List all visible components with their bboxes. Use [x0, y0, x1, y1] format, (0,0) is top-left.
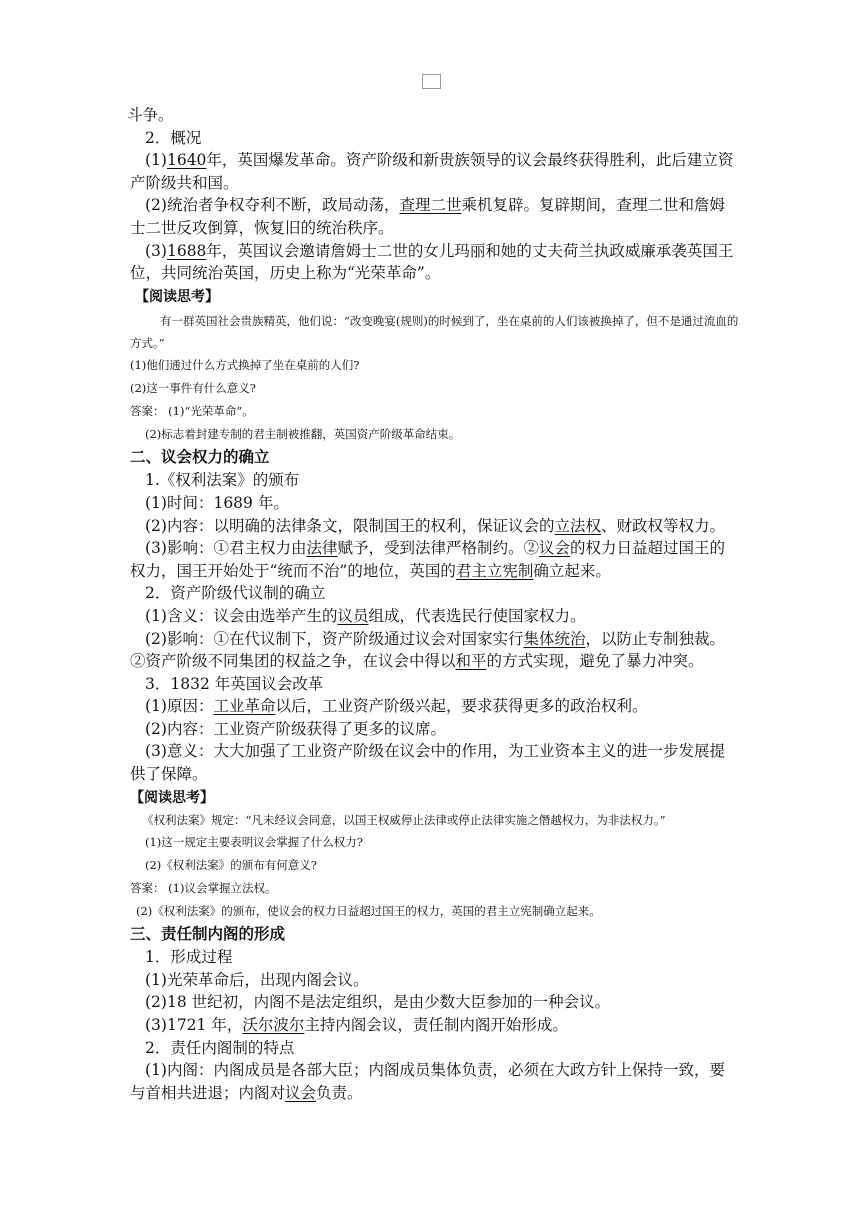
section-heading: 三、责任制内阁的形成	[130, 925, 286, 944]
subheading: 2．概况	[145, 128, 202, 147]
paragraph: (1)内阁：内阁成员是各部大臣；内阁成员集体负责，必须在大政方针上保持一致，要与首相共进退；内阁对议会负责。	[130, 1061, 725, 1102]
answer: (2)《权利法案》的颁布，使议会的权力日益超过国王的权力，英国的君主立宪制确立起来。	[136, 904, 601, 919]
quote-text: 有一群英国社会贵族精英，他们说：“改变晚宴(规则)的时候到了，坐在桌前的人们该被换掉了，但不是通过流血的方式。”	[130, 314, 739, 351]
text-line: (1)时间：1689 年。	[145, 493, 289, 512]
underlined-term: 沃尔波尔	[242, 1016, 305, 1035]
underlined-term: 1688	[166, 241, 207, 260]
text-line: (1)含义：议会由选举产生的议员组成，代表选民行使国家权力。	[145, 606, 586, 625]
paragraph: (3)1688年，英国议会邀请詹姆士二世的女儿玛丽和她的丈夫荷兰执政威廉承袭英国王位，共同统治英国，历史上称为“光荣革命”。	[130, 241, 734, 283]
subheading: 1.《权利法案》的颁布	[145, 471, 300, 490]
paragraph: (2)统治者争权夺利不断，政局动荡，查理二世乘机复辟。复辟期间，查理二世和詹姆士二世反攻倒算，恢复旧的统治秩序。	[130, 196, 725, 237]
subheading: 3．1832 年英国议会改革	[145, 674, 324, 693]
underlined-term: 法律	[306, 539, 338, 558]
text-line: (1)光荣革命后，出现内阁会议。	[145, 970, 369, 989]
text-line: (3)1721 年，沃尔波尔主持内阁会议，责任制内阁开始形成。	[145, 1016, 568, 1035]
reading-heading: 【阅读思考】	[135, 288, 219, 305]
page-number-box	[422, 74, 441, 89]
question: (2)《权利法案》的颁布有何意义?	[145, 858, 317, 873]
subheading: 2．资产阶级代议制的确立	[145, 584, 326, 603]
underlined-term: 和平	[455, 652, 487, 671]
underlined-term: 议员	[337, 606, 369, 625]
paragraph: (2)影响：①在代议制下，资产阶级通过议会对国家实行集体统治，以防止专制独裁。②资产阶级不同集团的权益之争，在议会中得以和平的方式实现，避免了暴力冲突。	[130, 629, 725, 671]
underlined-term: 1640	[166, 151, 207, 170]
text-line: (2)内容：以明确的法律条文，限制国王的权利，保证议会的立法权、财政权等权力。	[145, 516, 725, 535]
question: (2)这一事件有什么意义?	[130, 381, 256, 396]
paragraph: (3)意义：大大加强了工业资产阶级在议会中的作用，为工业资本主义的进一步发展提供了保障。	[130, 742, 725, 784]
underlined-term: 工业革命	[213, 697, 276, 716]
question: (1)他们通过什么方式换掉了坐在桌前的人们?	[130, 358, 360, 373]
text-line: (1)原因：工业革命以后，工业资产阶级兴起，要求获得更多的政治权利。	[145, 697, 648, 716]
reading-heading: 【阅读思考】	[130, 789, 214, 806]
text-line: (2)内容：工业资产阶级获得了更多的议席。	[145, 719, 446, 738]
subheading: 1．形成过程	[145, 948, 233, 967]
document-body	[127, 104, 740, 1104]
section-heading: 二、议会权力的确立	[130, 448, 270, 467]
underlined-term: 议会	[539, 539, 571, 558]
answer: (2)标志着封建专制的君主制被推翻，英国资产阶级革命结束。	[145, 427, 461, 442]
text-line: 斗争。	[127, 106, 174, 124]
answer: 答案： (1)“光荣革命”。	[130, 404, 254, 419]
underlined-term: 集体统治	[523, 629, 586, 648]
underlined-term: 立法权	[554, 516, 601, 535]
underlined-term: 查理二世	[399, 196, 462, 215]
answer: 答案： (1)议会掌握立法权。	[130, 881, 277, 896]
underlined-term: 君主立宪制	[455, 561, 534, 580]
paragraph: (3)影响：①君主权力由法律赋予，受到法律严格制约。②议会的权力日益超过国王的权力，国王开始处于“统而不治”的地位，英国的君主立宪制确立起来。	[130, 539, 726, 580]
question: (1)这一规定主要表明议会掌握了什么权力?	[145, 835, 363, 850]
paragraph: (1)1640年，英国爆发革命。资产阶级和新贵族领导的议会最终获得胜利，此后建立资产阶级共和国。	[130, 151, 734, 192]
quote-text: 《权利法案》规定：“凡未经议会同意，以国王权威停止法律或停止法律实施之僭越权力，为非法权力。”	[142, 813, 666, 828]
subheading: 2．责任内阁制的特点	[145, 1038, 295, 1057]
underlined-term: 议会	[285, 1083, 317, 1102]
text-line: (2)18 世纪初，内阁不是法定组织，是由少数大臣参加的一种会议。	[145, 993, 611, 1012]
